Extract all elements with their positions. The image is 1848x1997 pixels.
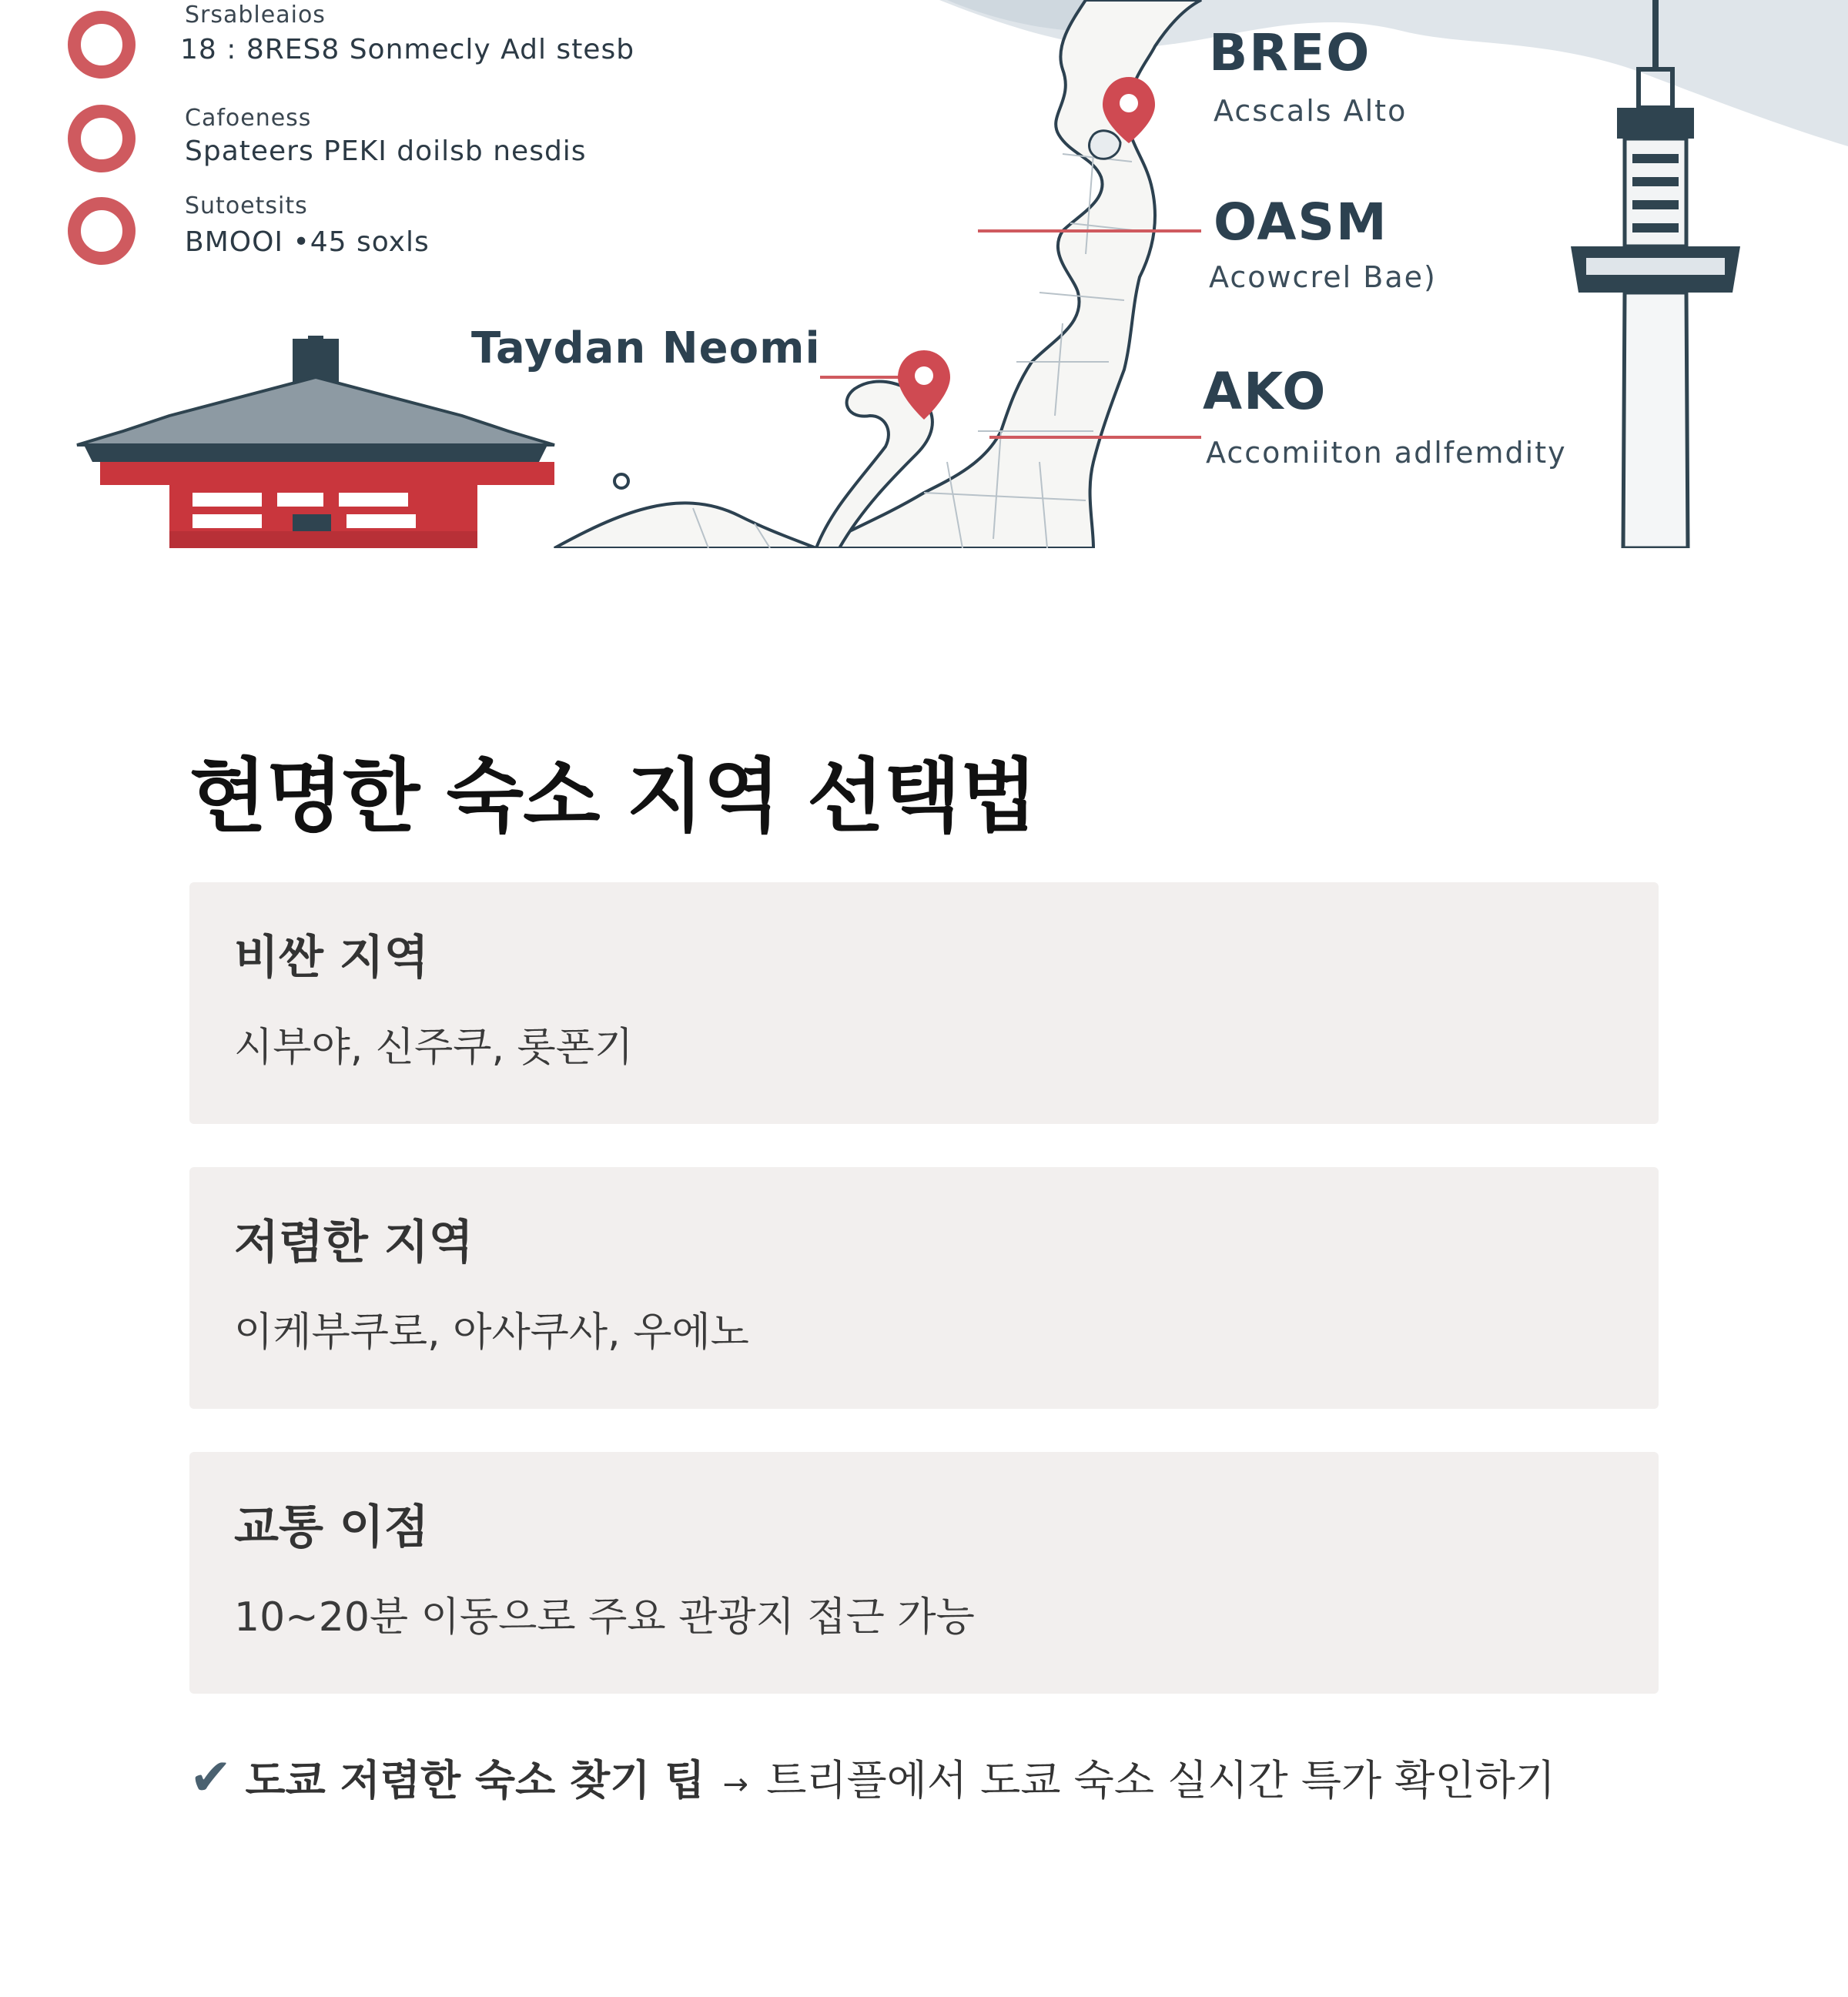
legend-caption: Cafoeness [185, 105, 312, 132]
page-title: 현명한 숙소 지역 선택법 [189, 749, 1037, 843]
map-label-ako: AKO [1203, 362, 1327, 421]
tip-line [189, 1748, 1555, 1807]
japan-map-graphic [0, 0, 1848, 548]
info-card [189, 1167, 1659, 1409]
tip-link[interactable]: 트리플에서 도쿄 숙소 실시간 특가 확인하기 [766, 1756, 1555, 1805]
legend-value: BMOOI •45 soxls [185, 226, 430, 258]
info-card [189, 1452, 1659, 1694]
card-title: 교통 이점 [234, 1500, 429, 1554]
ring-icon [68, 105, 136, 172]
map-label-oasm: OASM [1214, 192, 1388, 252]
card-description: 10~20분 이동으로 주요 관광지 접근 가능 [234, 1594, 975, 1641]
checkmark-icon: ✔ [189, 1748, 233, 1807]
ring-icon [68, 11, 136, 79]
map-label-breo-sub: Acscals Alto [1214, 94, 1408, 128]
hero-illustration [0, 0, 1848, 548]
info-card [189, 882, 1659, 1124]
legend-caption: Sutoetsits [185, 192, 308, 219]
legend-value: 18 : 8RES8 Sonmecly Adl stesb [180, 34, 635, 65]
legend-value: Spateers PEKI doilsb nesdis [185, 135, 587, 167]
arrow-right-icon: → [722, 1767, 749, 1802]
card-title: 비싼 지역 [234, 931, 429, 985]
map-label-oasm-sub: Acowcrel Bae) [1209, 260, 1437, 294]
map-label-ako-sub: Accomiiton adlfemdity [1206, 436, 1567, 470]
ring-icon [68, 197, 136, 265]
card-title: 저렴한 지역 [234, 1216, 474, 1269]
map-label-taydan: Taydan Neomi [471, 323, 821, 373]
card-description: 시부야, 신주쿠, 롯폰기 [234, 1025, 634, 1071]
map-label-breo: BREO [1209, 23, 1371, 82]
legend-caption: Srsableaios [185, 2, 326, 28]
card-description: 이케부쿠로, 아사쿠사, 우에노 [234, 1310, 749, 1356]
tip-heading: 도쿄 저렴한 숙소 찾기 팁 [245, 1756, 705, 1805]
